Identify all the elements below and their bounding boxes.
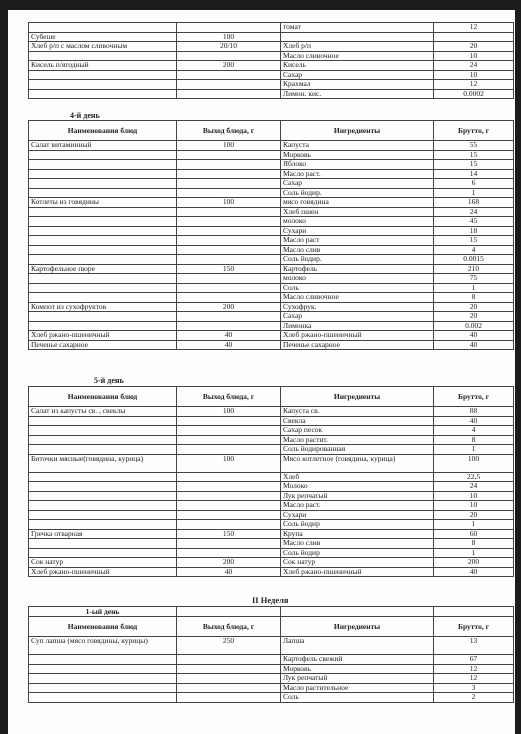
dish-name-cell bbox=[29, 482, 177, 492]
dish-output-cell bbox=[177, 491, 281, 501]
dish-name-cell bbox=[29, 236, 177, 246]
header-output: Выход блюда, г bbox=[177, 617, 281, 637]
table-row bbox=[29, 510, 514, 520]
header-ingredients: Ингредиенты bbox=[281, 121, 434, 141]
table-row bbox=[29, 198, 514, 208]
dish-name-cell bbox=[29, 283, 177, 293]
gross-weight-cell: 18 bbox=[434, 226, 514, 236]
dish-name-cell bbox=[29, 160, 177, 170]
ingredient-cell: Мясо котлетное (говядина, курица) bbox=[281, 454, 434, 472]
dish-name-cell bbox=[29, 312, 177, 322]
dish-output-cell bbox=[177, 426, 281, 436]
dish-name-cell: Гречка отварная bbox=[29, 529, 177, 539]
gross-weight-cell: 3 bbox=[434, 683, 514, 693]
dish-name-cell bbox=[29, 520, 177, 530]
table-row bbox=[29, 302, 514, 312]
ingredient-cell: Сахар bbox=[281, 312, 434, 322]
table-row bbox=[29, 42, 514, 52]
gross-weight-cell: 8 bbox=[434, 435, 514, 445]
menu-table-top bbox=[28, 22, 514, 99]
header-ingredients: Ингредиенты bbox=[281, 387, 434, 407]
dish-output-cell bbox=[177, 674, 281, 684]
table-row bbox=[29, 321, 514, 331]
table-row bbox=[29, 567, 514, 577]
header-dish: Наименования блюд bbox=[29, 121, 177, 141]
ingredient-cell: Кисель bbox=[281, 61, 434, 71]
ingredient-cell: Масло раст. bbox=[281, 501, 434, 511]
dish-name-cell bbox=[29, 501, 177, 511]
ingredient-cell: Свекла bbox=[281, 416, 434, 426]
header-dish: Наименования блюд bbox=[29, 387, 177, 407]
table-header-row bbox=[29, 387, 514, 407]
gross-weight-cell: 40 bbox=[434, 416, 514, 426]
dish-output-cell bbox=[177, 80, 281, 90]
dish-name-cell bbox=[29, 293, 177, 303]
gross-weight-cell: 1 bbox=[434, 283, 514, 293]
dish-name-cell bbox=[29, 255, 177, 265]
ingredient-cell: Хлеб bbox=[281, 472, 434, 482]
gross-weight-cell: 8 bbox=[434, 293, 514, 303]
table-row bbox=[29, 558, 514, 568]
ingredient-cell: Картофель bbox=[281, 264, 434, 274]
table-header-row bbox=[29, 121, 514, 141]
dish-name-cell bbox=[29, 23, 177, 33]
dish-output-cell: 40 bbox=[177, 340, 281, 350]
gross-weight-cell: 40 bbox=[434, 340, 514, 350]
gross-weight-cell: 14 bbox=[434, 169, 514, 179]
gross-weight-cell: 12 bbox=[434, 674, 514, 684]
gross-weight-cell: 12 bbox=[434, 23, 514, 33]
table-row bbox=[29, 32, 514, 42]
dish-name-cell: Хлеб ржано-пшеничный bbox=[29, 567, 177, 577]
dish-output-cell bbox=[177, 150, 281, 160]
ingredient-cell: томат bbox=[281, 23, 434, 33]
ingredient-cell: мясо говядина bbox=[281, 198, 434, 208]
ingredient-cell: Соль йодир. bbox=[281, 188, 434, 198]
table-row bbox=[29, 274, 514, 284]
dish-output-cell bbox=[177, 510, 281, 520]
ingredient-cell: Сухари bbox=[281, 510, 434, 520]
dish-output-cell bbox=[177, 236, 281, 246]
dish-name-cell bbox=[29, 217, 177, 227]
ingredient-cell: Сок натур bbox=[281, 558, 434, 568]
gross-weight-cell bbox=[434, 32, 514, 42]
table-row bbox=[29, 169, 514, 179]
gross-weight-cell: 100 bbox=[434, 454, 514, 472]
dish-name-cell bbox=[29, 89, 177, 99]
ingredient-cell: Морковь bbox=[281, 664, 434, 674]
dish-output-cell: 150 bbox=[177, 529, 281, 539]
dish-output-cell bbox=[177, 207, 281, 217]
gross-weight-cell: 15 bbox=[434, 150, 514, 160]
table-row bbox=[29, 683, 514, 693]
ingredient-cell: Масло растит. bbox=[281, 435, 434, 445]
empty-cell bbox=[281, 607, 434, 617]
dish-output-cell bbox=[177, 70, 281, 80]
ingredient-cell: Хлеб ржано-пшеничный bbox=[281, 331, 434, 341]
dish-name-cell bbox=[29, 70, 177, 80]
table-row bbox=[29, 445, 514, 455]
dish-name-cell bbox=[29, 245, 177, 255]
dish-output-cell bbox=[177, 169, 281, 179]
ingredient-cell: Соль йодир. bbox=[281, 255, 434, 265]
dish-output-cell bbox=[177, 548, 281, 558]
dish-output-cell bbox=[177, 245, 281, 255]
dish-name-cell bbox=[29, 548, 177, 558]
dish-output-cell bbox=[177, 693, 281, 703]
table-row bbox=[29, 501, 514, 511]
day-label-row bbox=[29, 607, 514, 617]
dish-output-cell bbox=[177, 664, 281, 674]
dish-name-cell bbox=[29, 683, 177, 693]
gross-weight-cell: 24 bbox=[434, 61, 514, 71]
dish-output-cell: 150 bbox=[177, 264, 281, 274]
day-heading-1: 1-ый день bbox=[29, 607, 177, 617]
ingredient-cell: Крахмал bbox=[281, 80, 434, 90]
ingredient-cell: Соль bbox=[281, 283, 434, 293]
dish-name-cell bbox=[29, 435, 177, 445]
dish-name-cell bbox=[29, 416, 177, 426]
table-row bbox=[29, 693, 514, 703]
dish-name-cell bbox=[29, 80, 177, 90]
dish-name-cell: Биточки мясные(говядина, курица) bbox=[29, 454, 177, 472]
dish-name-cell bbox=[29, 674, 177, 684]
gross-weight-cell: 210 bbox=[434, 264, 514, 274]
dish-name-cell: Картофельное пюре bbox=[29, 264, 177, 274]
dish-output-cell bbox=[177, 321, 281, 331]
gross-weight-cell: 200 bbox=[434, 558, 514, 568]
dish-name-cell bbox=[29, 150, 177, 160]
table-row bbox=[29, 529, 514, 539]
ingredient-cell: Сахар bbox=[281, 70, 434, 80]
dish-output-cell bbox=[177, 188, 281, 198]
dish-name-cell bbox=[29, 169, 177, 179]
gross-weight-cell: 20 bbox=[434, 312, 514, 322]
dish-output-cell: 200 bbox=[177, 61, 281, 71]
ingredient-cell: Сухари bbox=[281, 226, 434, 236]
table-row bbox=[29, 51, 514, 61]
table-row bbox=[29, 264, 514, 274]
gross-weight-cell: 40 bbox=[434, 567, 514, 577]
dish-name-cell bbox=[29, 188, 177, 198]
ingredient-cell: Крупа bbox=[281, 529, 434, 539]
dish-output-cell bbox=[177, 255, 281, 265]
dish-name-cell bbox=[29, 664, 177, 674]
dish-name-cell: Хлеб ржано-пшеничный bbox=[29, 331, 177, 341]
gross-weight-cell: 2 bbox=[434, 693, 514, 703]
gross-weight-cell: 0.0002 bbox=[434, 89, 514, 99]
gross-weight-cell: 67 bbox=[434, 655, 514, 665]
gross-weight-cell: 0.0015 bbox=[434, 255, 514, 265]
table-row bbox=[29, 236, 514, 246]
ingredient-cell: Масло сливочное bbox=[281, 293, 434, 303]
dish-output-cell bbox=[177, 683, 281, 693]
gross-weight-cell: 0.002 bbox=[434, 321, 514, 331]
dish-name-cell: Суп лапша (мясо говядины, курицы) bbox=[29, 637, 177, 655]
ingredient-cell: Хлеб пшен bbox=[281, 207, 434, 217]
gross-weight-cell: 1 bbox=[434, 548, 514, 558]
table-row bbox=[29, 207, 514, 217]
table-row bbox=[29, 664, 514, 674]
dish-output-cell: 250 bbox=[177, 637, 281, 655]
table-row bbox=[29, 70, 514, 80]
header-output: Выход блюда, г bbox=[177, 387, 281, 407]
table-row bbox=[29, 188, 514, 198]
dish-name-cell bbox=[29, 491, 177, 501]
dish-name-cell bbox=[29, 321, 177, 331]
week-heading: II Неделя bbox=[252, 595, 289, 605]
dish-output-cell: 40 bbox=[177, 567, 281, 577]
gross-weight-cell: 15 bbox=[434, 160, 514, 170]
gross-weight-cell: 10 bbox=[434, 70, 514, 80]
ingredient-cell: Лук репчатый bbox=[281, 491, 434, 501]
table-row bbox=[29, 435, 514, 445]
dish-output-cell bbox=[177, 655, 281, 665]
gross-weight-cell: 20 bbox=[434, 42, 514, 52]
gross-weight-cell: 22,5 bbox=[434, 472, 514, 482]
ingredient-cell: Хлеб р/п bbox=[281, 42, 434, 52]
header-gross: Брутто, г bbox=[434, 121, 514, 141]
menu-table-day-4 bbox=[28, 120, 514, 350]
dish-name-cell: Печенье сахарное bbox=[29, 340, 177, 350]
menu-table-day-5 bbox=[28, 386, 514, 577]
dish-name-cell bbox=[29, 51, 177, 61]
dish-output-cell: 100 bbox=[177, 454, 281, 472]
gross-weight-cell: 4 bbox=[434, 245, 514, 255]
ingredient-cell: Хлеб ржано-пшеничный bbox=[281, 567, 434, 577]
dish-name-cell: Салат витаминный bbox=[29, 141, 177, 151]
dish-name-cell: Кисель п/ягодный bbox=[29, 61, 177, 71]
dish-output-cell bbox=[177, 160, 281, 170]
table-row bbox=[29, 80, 514, 90]
gross-weight-cell: 12 bbox=[434, 80, 514, 90]
ingredient-cell: Масло слив bbox=[281, 245, 434, 255]
gross-weight-cell: 1 bbox=[434, 188, 514, 198]
dish-name-cell bbox=[29, 655, 177, 665]
dish-output-cell: 200 bbox=[177, 558, 281, 568]
dish-output-cell bbox=[177, 217, 281, 227]
dish-output-cell bbox=[177, 51, 281, 61]
dish-name-cell: Сок натур bbox=[29, 558, 177, 568]
day-heading-4: 4-й день bbox=[70, 111, 100, 120]
dish-name-cell bbox=[29, 226, 177, 236]
ingredient-cell: Морковь bbox=[281, 150, 434, 160]
table-row bbox=[29, 331, 514, 341]
dish-output-cell bbox=[177, 416, 281, 426]
ingredient-cell: Сахар bbox=[281, 179, 434, 189]
ingredient-cell: Масло слив bbox=[281, 539, 434, 549]
dish-output-cell: 100 bbox=[177, 141, 281, 151]
table-row bbox=[29, 150, 514, 160]
empty-cell bbox=[434, 607, 514, 617]
ingredient-cell: Картофель свежий bbox=[281, 655, 434, 665]
table-row bbox=[29, 548, 514, 558]
dish-name-cell: Салат из капусты св. , свеклы bbox=[29, 407, 177, 417]
table-row bbox=[29, 454, 514, 472]
table-row bbox=[29, 245, 514, 255]
gross-weight-cell: 1 bbox=[434, 520, 514, 530]
dish-name-cell bbox=[29, 426, 177, 436]
table-row bbox=[29, 472, 514, 482]
dish-name-cell bbox=[29, 179, 177, 189]
table-row bbox=[29, 283, 514, 293]
ingredient-cell: Масло сливочное bbox=[281, 51, 434, 61]
dish-name-cell bbox=[29, 510, 177, 520]
ingredient-cell: Лимонка bbox=[281, 321, 434, 331]
table-header-row bbox=[29, 617, 514, 637]
gross-weight-cell: 88 bbox=[434, 407, 514, 417]
dish-output-cell bbox=[177, 179, 281, 189]
gross-weight-cell: 20 bbox=[434, 510, 514, 520]
table-row bbox=[29, 520, 514, 530]
ingredient-cell: Лапша bbox=[281, 637, 434, 655]
dish-output-cell bbox=[177, 501, 281, 511]
dish-output-cell bbox=[177, 472, 281, 482]
menu-table-week-2-day-1 bbox=[28, 606, 514, 703]
gross-weight-cell: 40 bbox=[434, 331, 514, 341]
dish-output-cell bbox=[177, 89, 281, 99]
gross-weight-cell: 20 bbox=[434, 302, 514, 312]
ingredient-cell: молоко bbox=[281, 217, 434, 227]
gross-weight-cell: 12 bbox=[434, 664, 514, 674]
empty-cell bbox=[177, 607, 281, 617]
gross-weight-cell: 75 bbox=[434, 274, 514, 284]
header-gross: Брутто, г bbox=[434, 617, 514, 637]
dish-output-cell bbox=[177, 520, 281, 530]
dish-output-cell bbox=[177, 283, 281, 293]
gross-weight-cell: 10 bbox=[434, 501, 514, 511]
ingredient-cell: Соль йодированная bbox=[281, 445, 434, 455]
gross-weight-cell: 13 bbox=[434, 637, 514, 655]
table-row bbox=[29, 407, 514, 417]
ingredient-cell: Капуста св. bbox=[281, 407, 434, 417]
dish-name-cell bbox=[29, 274, 177, 284]
header-dish: Наименования блюд bbox=[29, 617, 177, 637]
dish-name-cell bbox=[29, 539, 177, 549]
table-row bbox=[29, 340, 514, 350]
table-row bbox=[29, 416, 514, 426]
table-row bbox=[29, 293, 514, 303]
dish-output-cell bbox=[177, 445, 281, 455]
header-gross: Брутто, г bbox=[434, 387, 514, 407]
ingredient-cell: Масло раст bbox=[281, 236, 434, 246]
gross-weight-cell: 1 bbox=[434, 445, 514, 455]
dish-output-cell: 100 bbox=[177, 407, 281, 417]
gross-weight-cell: 168 bbox=[434, 198, 514, 208]
day-heading-5: 5-й день bbox=[94, 376, 124, 385]
gross-weight-cell: 8 bbox=[434, 539, 514, 549]
table-row bbox=[29, 637, 514, 655]
gross-weight-cell: 6 bbox=[434, 179, 514, 189]
table-row bbox=[29, 226, 514, 236]
table-row bbox=[29, 217, 514, 227]
ingredient-cell: Сухофрук. bbox=[281, 302, 434, 312]
document-page bbox=[8, 10, 515, 734]
gross-weight-cell: 60 bbox=[434, 529, 514, 539]
dish-output-cell: 200 bbox=[177, 302, 281, 312]
header-ingredients: Ингредиенты bbox=[281, 617, 434, 637]
dish-output-cell bbox=[177, 23, 281, 33]
table-row bbox=[29, 491, 514, 501]
ingredient-cell: Капуста bbox=[281, 141, 434, 151]
table-row bbox=[29, 655, 514, 665]
ingredient-cell: Молоко bbox=[281, 482, 434, 492]
dish-output-cell bbox=[177, 226, 281, 236]
table-row bbox=[29, 482, 514, 492]
table-row bbox=[29, 312, 514, 322]
gross-weight-cell: 45 bbox=[434, 217, 514, 227]
ingredient-cell: Лимон. кис. bbox=[281, 89, 434, 99]
header-output: Выход блюда, г bbox=[177, 121, 281, 141]
dish-output-cell bbox=[177, 293, 281, 303]
dish-name-cell: Компот из сухофруктов bbox=[29, 302, 177, 312]
ingredient-cell: Лук репчатый bbox=[281, 674, 434, 684]
gross-weight-cell: 10 bbox=[434, 491, 514, 501]
ingredient-cell: Масло растительное bbox=[281, 683, 434, 693]
dish-name-cell: Субеше bbox=[29, 32, 177, 42]
dish-name-cell: Котлеты из говядины bbox=[29, 198, 177, 208]
dish-name-cell bbox=[29, 207, 177, 217]
ingredient-cell: Соль йодир bbox=[281, 520, 434, 530]
dish-output-cell bbox=[177, 312, 281, 322]
table-row bbox=[29, 61, 514, 71]
gross-weight-cell: 24 bbox=[434, 207, 514, 217]
ingredient-cell: Масло раст. bbox=[281, 169, 434, 179]
gross-weight-cell: 10 bbox=[434, 51, 514, 61]
dish-output-cell: 20/10 bbox=[177, 42, 281, 52]
dish-output-cell: 100 bbox=[177, 198, 281, 208]
table-row bbox=[29, 141, 514, 151]
ingredient-cell: молоко bbox=[281, 274, 434, 284]
table-row bbox=[29, 674, 514, 684]
table-row bbox=[29, 255, 514, 265]
table-row bbox=[29, 539, 514, 549]
ingredient-cell bbox=[281, 32, 434, 42]
dish-output-cell: 40 bbox=[177, 331, 281, 341]
gross-weight-cell: 24 bbox=[434, 482, 514, 492]
table-row bbox=[29, 426, 514, 436]
ingredient-cell: Печенье сахарное bbox=[281, 340, 434, 350]
dish-name-cell bbox=[29, 693, 177, 703]
ingredient-cell: Яблоко bbox=[281, 160, 434, 170]
gross-weight-cell: 55 bbox=[434, 141, 514, 151]
dish-output-cell bbox=[177, 435, 281, 445]
ingredient-cell: Сахар песок bbox=[281, 426, 434, 436]
table-row bbox=[29, 179, 514, 189]
gross-weight-cell: 4 bbox=[434, 426, 514, 436]
table-row bbox=[29, 89, 514, 99]
dish-output-cell bbox=[177, 482, 281, 492]
dish-name-cell bbox=[29, 472, 177, 482]
ingredient-cell: Соль йодир bbox=[281, 548, 434, 558]
dish-name-cell bbox=[29, 445, 177, 455]
table-row bbox=[29, 23, 514, 33]
dish-output-cell bbox=[177, 274, 281, 284]
dish-output-cell: 100 bbox=[177, 32, 281, 42]
dish-name-cell: Хлеб р/п с маслом сливочным bbox=[29, 42, 177, 52]
dish-output-cell bbox=[177, 539, 281, 549]
gross-weight-cell: 15 bbox=[434, 236, 514, 246]
ingredient-cell: Соль bbox=[281, 693, 434, 703]
table-row bbox=[29, 160, 514, 170]
